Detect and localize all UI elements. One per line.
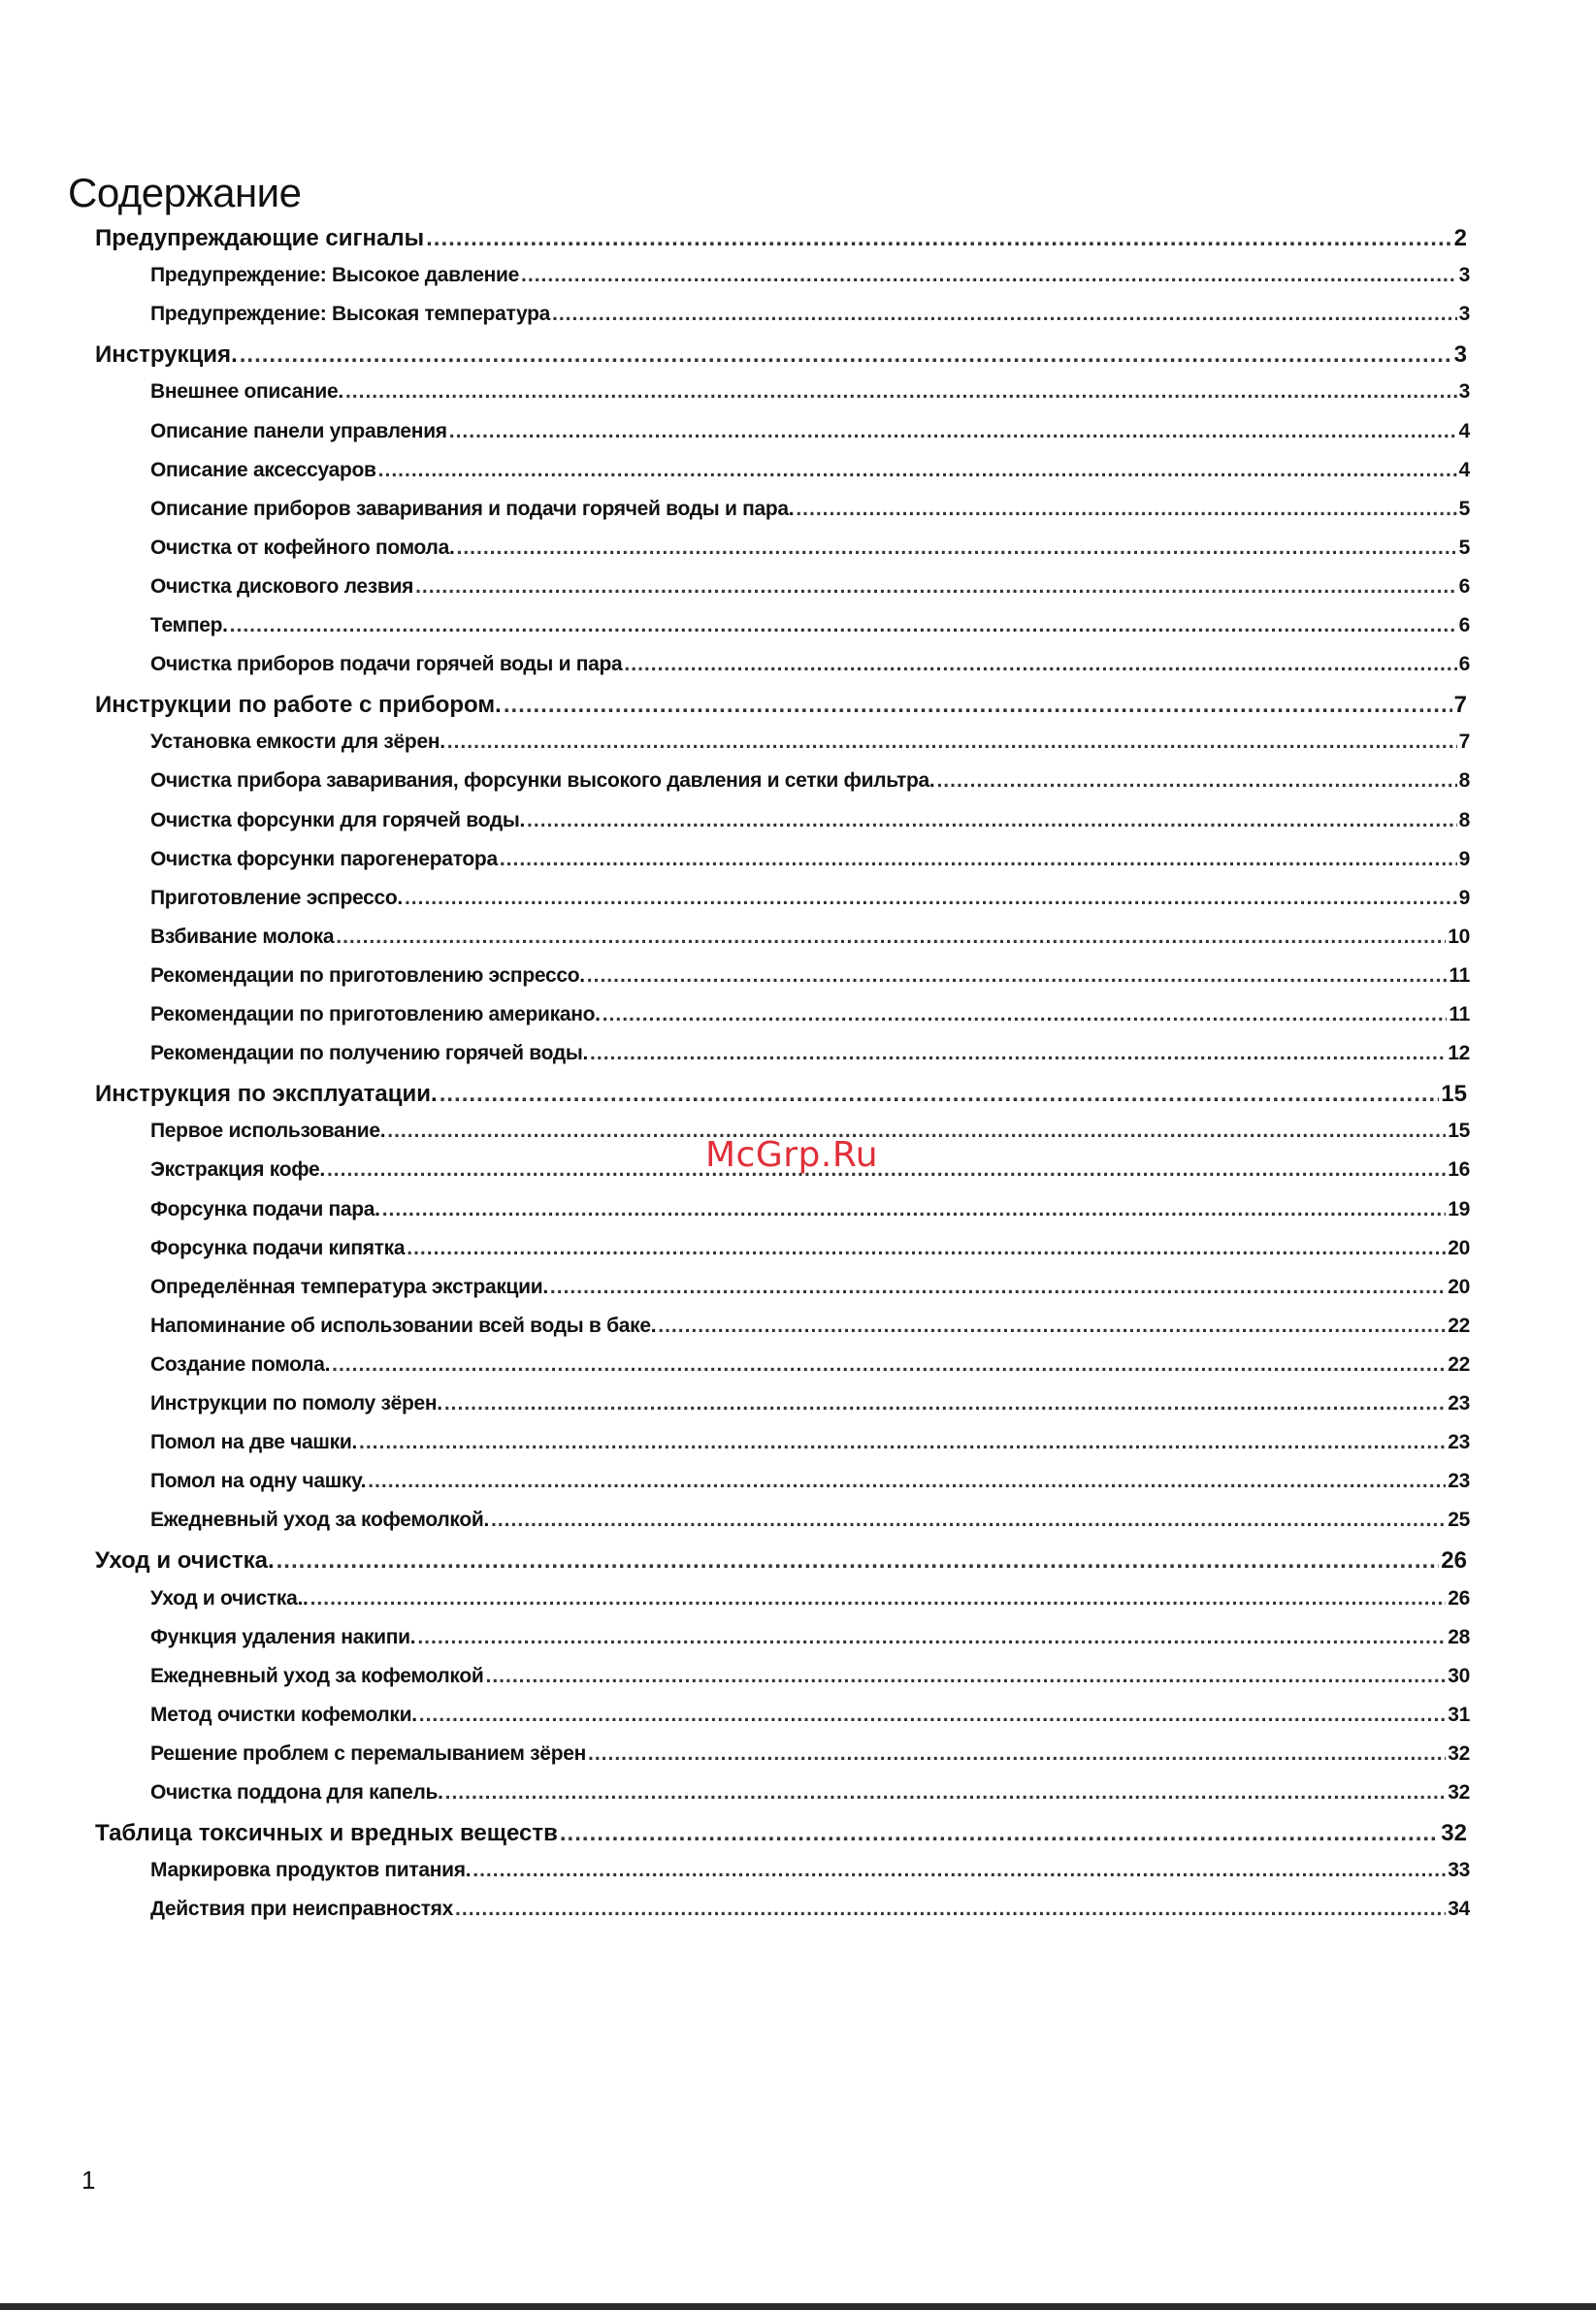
toc-entry-title: Описание приборов заваривания и подачи горячей воды и пара. xyxy=(150,497,795,520)
toc-leader-dots xyxy=(417,1626,1446,1649)
toc-entry-title: Темпер. xyxy=(150,614,228,636)
toc-entry-title: Инструкции по помолу зёрен. xyxy=(150,1392,442,1415)
toc-leader-dots xyxy=(500,848,1457,871)
toc-entry-title: Форсунка подачи пара. xyxy=(150,1197,380,1220)
toc-entry-page: 4 xyxy=(1458,419,1470,442)
bottom-rule xyxy=(0,2303,1596,2310)
toc-leader-dots xyxy=(936,769,1456,793)
toc-entry[interactable] xyxy=(150,1237,1470,1270)
toc-leader-dots xyxy=(359,1431,1446,1454)
toc-entry-page: 19 xyxy=(1448,1197,1470,1220)
toc-entry[interactable] xyxy=(150,1198,1470,1231)
toc-leader-dots xyxy=(796,498,1456,521)
toc-entry-title: Определённая температура экстракции. xyxy=(150,1275,548,1298)
toc-leader-dots xyxy=(332,1353,1446,1377)
toc-entry[interactable] xyxy=(150,1742,1470,1775)
toc-entry[interactable] xyxy=(150,1898,1470,1931)
toc-entry-title: Форсунка подачи кипятка xyxy=(150,1236,406,1259)
toc-entry-title: Рекомендации по приготовлению эспрессо. xyxy=(150,963,585,987)
toc-entry-page: 20 xyxy=(1448,1236,1470,1259)
toc-leader-dots xyxy=(426,225,1452,252)
toc-leader-dots xyxy=(560,1820,1439,1847)
toc-entry-title: Уход и очистка. xyxy=(95,1547,275,1575)
toc-leader-dots xyxy=(587,964,1448,988)
toc-entry[interactable] xyxy=(150,420,1470,453)
toc-leader-dots xyxy=(455,1898,1446,1921)
toc-entry-title: Описание панели управления xyxy=(150,419,447,442)
toc-entry-page: 30 xyxy=(1448,1664,1470,1687)
toc-leader-dots xyxy=(521,264,1457,287)
toc-entry-page: 8 xyxy=(1458,808,1470,831)
toc-entry-page: 9 xyxy=(1458,886,1470,909)
toc-entry[interactable] xyxy=(95,1820,1467,1853)
toc-leader-dots xyxy=(327,1158,1446,1182)
toc-entry-page: 22 xyxy=(1448,1314,1470,1337)
toc-entry[interactable] xyxy=(150,459,1470,492)
toc-entry[interactable] xyxy=(150,809,1470,842)
toc-leader-dots xyxy=(277,1547,1440,1575)
toc-entry-title: Маркировка продуктов питания. xyxy=(150,1859,472,1882)
toc-entry-page: 6 xyxy=(1458,614,1470,636)
toc-entry-page: 20 xyxy=(1448,1275,1470,1298)
toc-entry-title: Ежедневный уход за кофемолкой. xyxy=(150,1509,490,1532)
toc-entry-page: 3 xyxy=(1458,380,1470,404)
toc-entry[interactable] xyxy=(150,498,1470,531)
toc-entry-page: 23 xyxy=(1448,1431,1470,1454)
toc-entry-page: 11 xyxy=(1449,1003,1470,1025)
toc-entry-page: 11 xyxy=(1449,963,1470,987)
toc-entry[interactable] xyxy=(150,1704,1470,1737)
toc-entry-title: Решение проблем с перемалыванием зёрен xyxy=(150,1741,586,1765)
toc-entry[interactable] xyxy=(95,225,1467,258)
toc-entry-title: Описание аксессуаров xyxy=(150,458,376,481)
toc-entry-title: Инструкция. xyxy=(95,342,238,369)
toc-entry-title: Очистка прибора заваривания, форсунки высокого давления и сетки фильтра. xyxy=(150,769,935,793)
toc-entry-title: Инструкции по работе с прибором. xyxy=(95,692,502,719)
toc-entry-page: 7 xyxy=(1458,731,1470,754)
page-number: 1 xyxy=(81,2165,96,2195)
toc-entry-page: 5 xyxy=(1458,497,1470,520)
toc-leader-dots xyxy=(588,1742,1446,1766)
toc-entry[interactable] xyxy=(95,1547,1467,1580)
toc-leader-dots xyxy=(378,459,1457,482)
toc-entry-page: 10 xyxy=(1448,925,1470,948)
toc-leader-dots xyxy=(485,1665,1446,1688)
toc-entry-title: Создание помола. xyxy=(150,1352,331,1376)
toc-entry[interactable] xyxy=(150,1042,1470,1075)
toc-entry-page: 12 xyxy=(1448,1042,1470,1065)
toc-entry[interactable] xyxy=(150,303,1470,336)
toc-leader-dots xyxy=(603,1003,1448,1026)
toc-entry-title: Напоминание об использовании всей воды в баке. xyxy=(150,1314,657,1337)
toc-leader-dots xyxy=(552,303,1457,326)
toc-entry-title: Помол на две чашки. xyxy=(150,1431,357,1454)
toc-entry-page: 28 xyxy=(1448,1625,1470,1648)
toc-entry-title: Первое использование. xyxy=(150,1120,386,1143)
toc-entry-page: 32 xyxy=(1441,1820,1467,1847)
toc-entry-page: 16 xyxy=(1448,1158,1470,1182)
toc-entry-page: 25 xyxy=(1448,1509,1470,1532)
toc-entry[interactable] xyxy=(150,575,1470,608)
toc-leader-dots xyxy=(472,1859,1446,1882)
toc-leader-dots xyxy=(345,380,1457,404)
toc-leader-dots xyxy=(491,1509,1446,1532)
toc-leader-dots xyxy=(550,1276,1446,1299)
toc-entry[interactable] xyxy=(150,1626,1470,1659)
toc-entry[interactable] xyxy=(150,1276,1470,1309)
toc-entry-title: Предупреждение: Высокая температура xyxy=(150,303,550,326)
toc-entry[interactable] xyxy=(150,1003,1470,1036)
toc-entry-page: 3 xyxy=(1453,342,1467,369)
toc-entry[interactable] xyxy=(150,1392,1470,1425)
toc-leader-dots xyxy=(658,1315,1446,1338)
toc-entry-title: Ежедневный уход за кофемолкой xyxy=(150,1664,484,1687)
toc-entry[interactable] xyxy=(150,614,1470,647)
toc-entry-page: 26 xyxy=(1441,1547,1467,1575)
toc-entry[interactable] xyxy=(150,1859,1470,1892)
toc-entry-title: Функция удаления накипи. xyxy=(150,1625,416,1648)
toc-entry-page: 5 xyxy=(1458,536,1470,559)
toc-entry[interactable] xyxy=(150,1431,1470,1464)
toc-entry-page: 31 xyxy=(1448,1703,1470,1726)
toc-leader-dots xyxy=(590,1042,1446,1065)
toc-entry[interactable] xyxy=(95,342,1467,374)
toc-entry-page: 3 xyxy=(1458,303,1470,326)
toc-entry[interactable] xyxy=(150,1665,1470,1698)
toc-entry[interactable] xyxy=(150,380,1470,413)
toc-entry[interactable] xyxy=(95,1081,1467,1114)
toc-entry-title: Помол на одну чашку. xyxy=(150,1470,367,1493)
toc-entry[interactable] xyxy=(150,1781,1470,1814)
toc-entry-title: Приготовление эспрессо. xyxy=(150,886,403,909)
toc-leader-dots xyxy=(240,342,1452,369)
toc-entry-page: 6 xyxy=(1458,574,1470,598)
toc-entry-title: Экстракция кофе. xyxy=(150,1158,325,1182)
toc-entry[interactable] xyxy=(150,926,1470,959)
toc-entry[interactable] xyxy=(150,537,1470,569)
toc-leader-dots xyxy=(457,537,1457,560)
toc-entry-page: 22 xyxy=(1448,1352,1470,1376)
toc-entry-page: 34 xyxy=(1448,1898,1470,1921)
toc-entry[interactable] xyxy=(150,1587,1470,1620)
toc-entry[interactable] xyxy=(150,1353,1470,1386)
toc-entry[interactable] xyxy=(150,887,1470,920)
toc-leader-dots xyxy=(444,1392,1446,1415)
toc-leader-dots xyxy=(230,614,1457,637)
toc-entry[interactable] xyxy=(150,1470,1470,1503)
toc-entry-title: Очистка от кофейного помола. xyxy=(150,536,455,559)
toc-leader-dots xyxy=(405,887,1457,910)
toc-entry-title: Установка емкости для зёрен. xyxy=(150,731,445,754)
toc-entry-title: Очистка приборов подачи горячей воды и пара xyxy=(150,653,623,676)
toc-entry-title: Очистка форсунки парогенератора xyxy=(150,847,498,870)
toc-entry-title: Очистка поддона для капель. xyxy=(150,1781,443,1804)
toc-leader-dots xyxy=(415,575,1457,599)
toc-entry-page: 15 xyxy=(1448,1120,1470,1143)
toc-entry-page: 3 xyxy=(1458,264,1470,287)
toc-leader-dots xyxy=(527,809,1457,832)
toc-leader-dots xyxy=(419,1704,1446,1727)
toc-entry-page: 8 xyxy=(1458,769,1470,793)
toc-entry[interactable] xyxy=(150,731,1470,764)
toc-entry-title: Очистка форсунки для горячей воды. xyxy=(150,808,526,831)
toc-entry[interactable] xyxy=(150,1509,1470,1542)
toc-leader-dots xyxy=(382,1198,1447,1221)
toc-entry-title: Предупреждение: Высокое давление xyxy=(150,264,520,287)
toc-entry-page: 23 xyxy=(1448,1470,1470,1493)
toc-entry-title: Рекомендации по приготовлению американо. xyxy=(150,1003,601,1025)
toc-entry[interactable] xyxy=(150,1315,1470,1348)
toc-entry-page: 7 xyxy=(1453,692,1467,719)
toc-leader-dots xyxy=(310,1587,1447,1610)
toc-leader-dots xyxy=(387,1120,1446,1143)
toc-leader-dots xyxy=(449,420,1457,443)
toc-entry-page: 2 xyxy=(1453,225,1467,251)
toc-entry-title: Очистка дискового лезвия xyxy=(150,574,414,598)
toc-entry-title: Рекомендации по получению горячей воды. xyxy=(150,1042,589,1065)
toc-entry-page: 23 xyxy=(1448,1392,1470,1415)
toc-entry-title: Взбивание молока xyxy=(150,925,335,948)
toc-entry[interactable] xyxy=(150,769,1470,802)
toc-entry-page: 32 xyxy=(1448,1741,1470,1765)
toc-entry-page: 9 xyxy=(1458,847,1470,870)
toc-entry-page: 15 xyxy=(1441,1081,1467,1108)
toc-leader-dots xyxy=(407,1237,1446,1260)
toc-entry[interactable] xyxy=(95,692,1467,725)
toc-leader-dots xyxy=(445,1781,1447,1805)
page-title: Содержание xyxy=(68,170,302,215)
toc-leader-dots xyxy=(440,1081,1440,1108)
toc-entry-page: 6 xyxy=(1458,653,1470,676)
toc-entry-title: Действия при неисправностях xyxy=(150,1898,454,1921)
toc-entry-title: Таблица токсичных и вредных веществ xyxy=(95,1820,558,1847)
toc-entry-page: 4 xyxy=(1458,458,1470,481)
toc-entry[interactable] xyxy=(150,264,1470,297)
toc-leader-dots xyxy=(336,926,1446,949)
toc-entry-title: Инструкция по эксплуатации. xyxy=(95,1081,438,1108)
toc-entry-page: 33 xyxy=(1448,1859,1470,1882)
toc-entry-title: Внешнее описание. xyxy=(150,380,343,404)
toc-entry[interactable] xyxy=(150,964,1470,997)
toc-entry-page: 32 xyxy=(1448,1781,1470,1804)
toc-leader-dots xyxy=(624,653,1456,676)
watermark: McGrp.Ru xyxy=(705,1135,879,1175)
toc-entry-title: Предупреждающие сигналы xyxy=(95,225,425,251)
toc-leader-dots xyxy=(504,692,1452,719)
toc-entry[interactable] xyxy=(150,653,1470,686)
toc-leader-dots xyxy=(447,731,1457,754)
toc-entry-title: Уход и очистка.. xyxy=(150,1586,309,1610)
toc-entry-page: 26 xyxy=(1448,1586,1470,1610)
toc-leader-dots xyxy=(368,1470,1446,1493)
toc-entry-title: Метод очистки кофемолки. xyxy=(150,1703,417,1726)
toc-entry[interactable] xyxy=(150,848,1470,881)
